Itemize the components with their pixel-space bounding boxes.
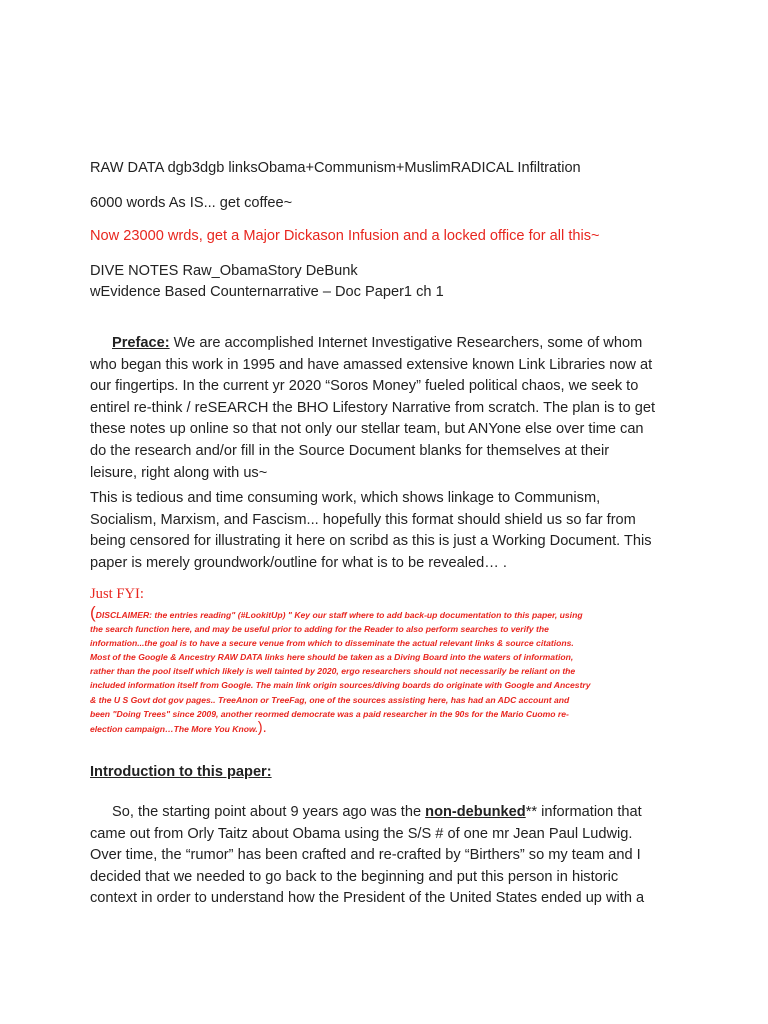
disclaimer-line xyxy=(90,603,690,622)
intro-line: came out from Orly Taitz about Obama using the S/S # of one mr Jean Paul Ludwig. xyxy=(90,825,633,842)
disclaimer-line: been "Doing Trees" since 2009, another reormed democrate was a paid researcher in the 90s for the Mario Cuomo re- xyxy=(90,708,569,719)
intro-first-line xyxy=(90,802,680,824)
preface-line: We are accomplished Internet Investigative Researchers, some of whom xyxy=(169,335,643,351)
disclaimer-line: information...the goal is to have a secure venue from which to disseminate the actual relevant links & source citations. xyxy=(90,638,574,649)
disclaimer-line: included information itself from Google. The main link origin sources/diving boards do originate with Google and Ancestry xyxy=(90,680,591,691)
updated-word-count-line: Now 23000 wrds, get a Major Dickason Infusion and a locked office for all this~ xyxy=(90,228,600,244)
preface-line: our fingertips. In the current yr 2020 “Soros Money” fueled political chaos, we seek to xyxy=(90,378,639,395)
preface-line: who began this work in 1995 and have amassed extensive known Link Libraries now at xyxy=(90,356,653,373)
disclaimer-block xyxy=(90,603,690,736)
preface-label: Preface: xyxy=(112,335,170,351)
tedious-paragraph xyxy=(90,488,680,574)
intro-line: Over time, the “rumor” has been crafted and re-crafted by “Birthers” so my team and I xyxy=(90,847,641,864)
tedious-line: Socialism, Marxism, and Fascism... hopefully this format should shield us so far from xyxy=(90,511,636,528)
close-paren: ). xyxy=(257,719,267,736)
intro-line: decided that we needed to go back to the beginning and put this person in historic xyxy=(90,868,619,885)
preface-line: leisure, right along with us~ xyxy=(90,464,268,481)
intro-text: So, the starting point about 9 years ago was the xyxy=(112,804,426,820)
disclaimer-line: rather than the pool itself which likely is well tainted by 2020, ergo researchers should not necessarily be reliant on the xyxy=(90,666,576,677)
non-debunked-emphasis: non-debunked xyxy=(425,804,526,820)
preface-line: entirel re-think / reSEARCH the BHO Lifestory Narrative from scratch. The plan is to get xyxy=(90,399,656,416)
disclaimer-text: DISCLAIMER: the entries reading" (#LookitUp) " Key our staff where to add back-up documentation to this paper, using xyxy=(95,610,583,620)
disclaimer-line xyxy=(90,721,690,736)
tedious-line: paper is merely groundwork/outline for what is to be revealed… . xyxy=(90,554,507,571)
preface-line: these notes up online so that not only our stellar team, but ANYone else over time can xyxy=(90,421,644,438)
tedious-line: being censored for illustrating it here on scribd as this is just a Working Document. This xyxy=(90,533,652,550)
disclaimer-line: & the U S Govt dot gov pages.. TreeAnon or TreeFag, one of the sources assisting here, has had an ADC account and xyxy=(90,694,570,705)
intro-line: context in order to understand how the President of the United States ended up with a xyxy=(90,890,645,907)
doc-subtitle-line: wEvidence Based Counternarrative – Doc Paper1 ch 1 xyxy=(90,284,444,300)
disclaimer-text: election campaign…The More You Know. xyxy=(90,723,258,734)
dive-notes-line: DIVE NOTES Raw_ObamaStory DeBunk xyxy=(90,263,358,279)
just-fyi-label: Just FYI: xyxy=(90,586,144,602)
tedious-line: This is tedious and time consuming work, which shows linkage to Communism, xyxy=(90,490,601,506)
introduction-heading: Introduction to this paper: xyxy=(90,764,272,780)
preface-line: do the research and/or fill in the Source Document blanks for themselves at their xyxy=(90,442,610,459)
disclaimer-line: Most of the Google & Ancestry RAW DATA links here should be taken as a Diving Board into the waters of information, xyxy=(90,652,574,663)
intro-text: ** information that xyxy=(525,804,642,820)
word-count-line: 6000 words As IS... get coffee~ xyxy=(90,195,293,211)
preface-first-line xyxy=(90,333,680,355)
introduction-paragraph xyxy=(90,802,680,910)
raw-data-title: RAW DATA dgb3dgb linksObama+Communism+MuslimRADICAL Infiltration xyxy=(90,160,581,176)
preface-paragraph xyxy=(90,333,680,484)
open-paren: ( xyxy=(90,603,96,622)
disclaimer-line: the search function here, and may be useful prior to adding for the Reader to also perform searches to verify the xyxy=(90,624,549,635)
